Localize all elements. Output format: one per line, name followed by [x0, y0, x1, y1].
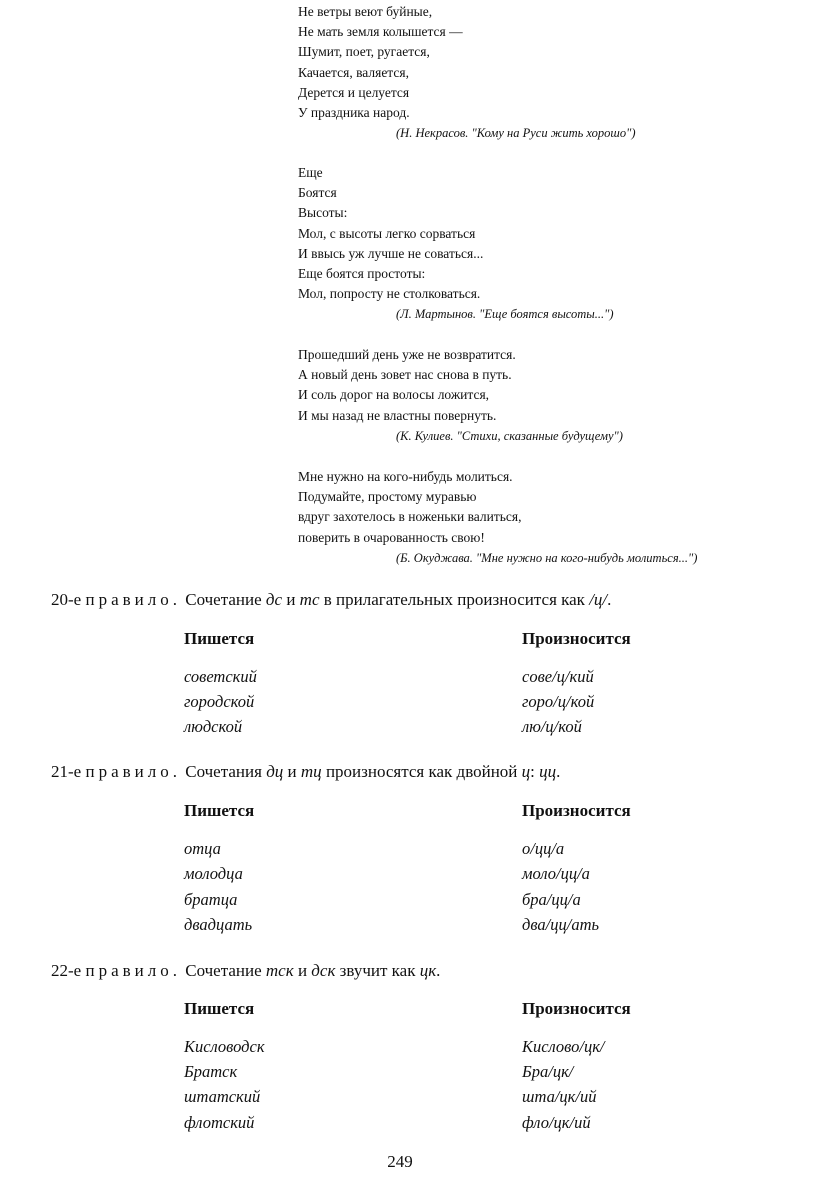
written-word: отца: [184, 839, 221, 858]
rule-text: Сочетание: [185, 590, 266, 609]
poem-line: поверить в очарованность свою!: [298, 529, 485, 545]
pronounced-word: два/цц/ать: [522, 915, 599, 934]
rule-term: дск: [311, 961, 336, 980]
poem-line: Высоты:: [298, 205, 348, 221]
rule-number: 21-е: [51, 762, 82, 781]
poem-line: И соль дорог на волосы ложится,: [298, 387, 490, 403]
page-number: 249: [387, 1152, 413, 1171]
poem-line: Дерется и целуется: [298, 84, 410, 100]
rule-text: .: [556, 762, 561, 781]
pronounced-word: Бра/цк/: [522, 1062, 574, 1081]
rule-number: 22-е: [51, 961, 82, 980]
pronounced-word: бра/цц/а: [522, 890, 581, 909]
poem-line: Мол, попросту не столковаться.: [298, 286, 481, 302]
written-word: двадцать: [184, 915, 253, 934]
rule-term: тц: [300, 762, 322, 781]
rule-term: ц: [521, 762, 531, 781]
rule-word: правило.: [85, 762, 181, 781]
column-header-written: Пишется: [184, 629, 255, 648]
written-word: флотский: [184, 1113, 255, 1132]
rule-term: дц: [266, 762, 284, 781]
poem-attribution: (К. Кулиев. "Стихи, сказанные будущему"): [396, 428, 623, 443]
pronounced-word: горо/ц/кой: [522, 692, 595, 711]
rule-text: Сочетания: [185, 762, 267, 781]
written-word: Братск: [184, 1062, 238, 1081]
poem-4: [298, 467, 798, 568]
rule-text: в прилагательных произносится как: [319, 590, 590, 609]
poem-attribution: (Л. Мартынов. "Еще боятся высоты..."): [396, 307, 614, 322]
rule-text: :: [530, 762, 540, 781]
poem-line: И ввысь уж лучше не соваться...: [298, 245, 484, 261]
pronounced-word: моло/цц/а: [522, 864, 590, 883]
poem-line: Мне нужно на кого-нибудь молиться.: [298, 469, 513, 484]
column-header-written: Пишется: [184, 999, 255, 1018]
poem-line: Мол, с высоты легко сорваться: [298, 225, 476, 241]
rule-text: Сочетание: [185, 961, 266, 980]
poem-3: [298, 345, 798, 446]
rule-term: тск: [265, 961, 294, 980]
poem-1: [298, 2, 798, 143]
rule-text: и: [293, 961, 312, 980]
pronounced-word: cове/ц/кий: [522, 667, 594, 686]
pronounced-word: Кислово/цк/: [522, 1037, 605, 1056]
written-word: людской: [184, 717, 243, 736]
poem-line: вдруг захотелось в ноженьки валиться,: [298, 509, 522, 525]
rule-number: 20-е: [51, 590, 82, 609]
column-header-written: Пишется: [184, 801, 255, 820]
rule-term: дс: [265, 590, 283, 609]
rule-text: и: [283, 762, 301, 781]
rule-21-text: [51, 762, 560, 782]
written-word: молодца: [184, 864, 243, 883]
poem-line: Еще боятся простоты:: [298, 266, 426, 282]
rule-term: тс: [299, 590, 320, 609]
poem-line: А новый день зовет нас снова в путь.: [298, 367, 512, 383]
poem-line: Качается, валяется,: [298, 64, 409, 80]
written-word: штатский: [184, 1087, 261, 1106]
rule-term: цк: [419, 961, 437, 980]
poem-line: Боятся: [298, 185, 337, 201]
poem-line: У праздника народ.: [298, 105, 410, 121]
written-word: братца: [184, 890, 238, 909]
rule-text: произносятся как двойной: [321, 762, 522, 781]
poem-line: Не мать земля колышется —: [298, 24, 463, 40]
column-header-pronounced: Произносится: [522, 629, 631, 648]
poem-line: Еще: [298, 165, 323, 180]
poem-attribution: (Б. Окуджава. "Мне нужно на кого-нибудь молиться..."): [396, 550, 698, 565]
column-header-pronounced: Произносится: [522, 999, 631, 1018]
poem-line: Подумайте, простому муравью: [298, 489, 477, 505]
pronounced-word: о/цц/а: [522, 839, 565, 858]
pronounced-word: лю/ц/кой: [522, 717, 582, 736]
written-word: Кисловодск: [184, 1037, 265, 1056]
rule-word: правило.: [85, 961, 181, 980]
rule-text: и: [282, 590, 300, 609]
poem-line: И мы назад не властны повернуть.: [298, 407, 497, 423]
rule-text: .: [436, 961, 441, 980]
pronounced-word: шта/цк/ий: [522, 1087, 597, 1106]
poem-line: Не ветры веют буйные,: [298, 4, 433, 19]
rule-22-text: [51, 961, 440, 981]
rule-text: .: [607, 590, 612, 609]
poem-line: Прошедший день уже не возвратится.: [298, 347, 516, 362]
rule-term: /ц/: [589, 590, 608, 609]
rule-word: правило.: [85, 590, 181, 609]
written-word: городской: [184, 692, 255, 711]
rule-text: звучит как: [335, 961, 420, 980]
column-header-pronounced: Произносится: [522, 801, 631, 820]
poem-2: [298, 163, 798, 324]
written-word: советский: [184, 667, 257, 686]
poem-line: Шумит, поет, ругается,: [298, 44, 430, 60]
rule-20-text: [51, 590, 611, 610]
pronounced-word: фло/цк/ий: [522, 1113, 591, 1132]
poem-attribution: (Н. Некрасов. "Кому на Руси жить хорошо"): [396, 126, 636, 141]
rule-term: цц: [539, 762, 557, 781]
